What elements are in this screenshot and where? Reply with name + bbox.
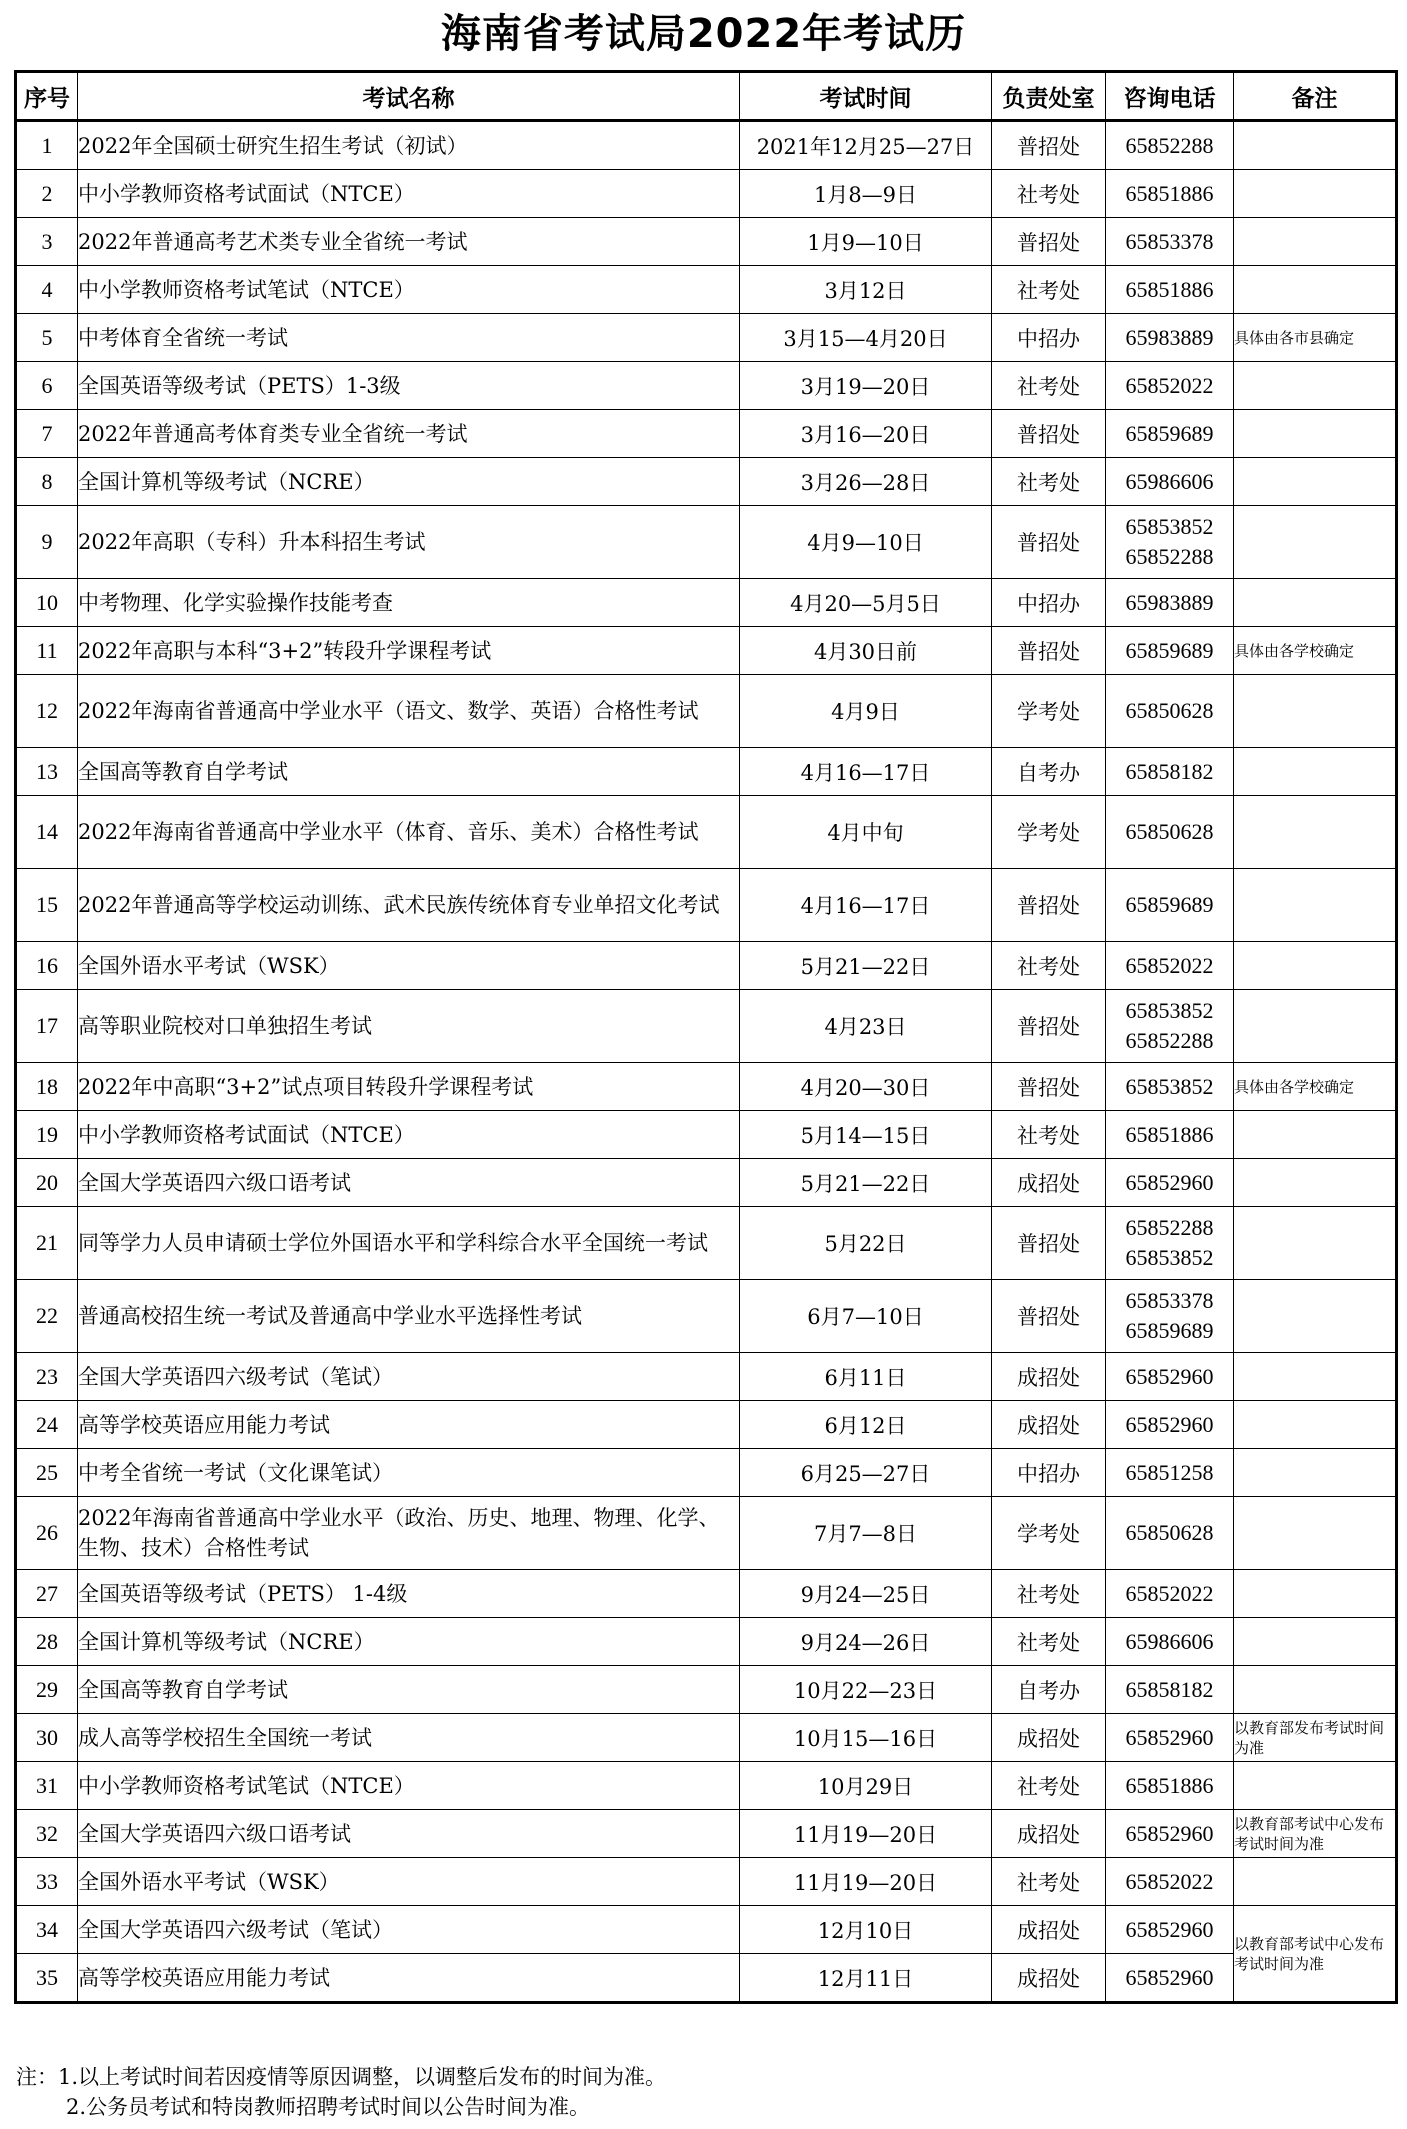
remark	[1234, 170, 1397, 218]
contact-phone	[1106, 675, 1234, 748]
table-row	[16, 218, 1397, 266]
phone-number: 65986606	[1125, 468, 1214, 494]
phone-number: 65853378	[1125, 228, 1214, 254]
exam-time: 3月16—20日	[740, 410, 992, 458]
contact-phone	[1106, 1858, 1234, 1906]
row-number: 14	[16, 796, 78, 869]
row-number: 1	[16, 121, 78, 170]
phone-number: 65852960	[1125, 1363, 1214, 1389]
responsible-dept: 普招处	[992, 627, 1106, 675]
exam-time: 4月中旬	[740, 796, 992, 869]
responsible-dept: 社考处	[992, 942, 1106, 990]
remark	[1234, 579, 1397, 627]
footnote-line-1: 注：1.以上考试时间若因疫情等原因调整，以调整后发布的时间为准。	[16, 2065, 667, 2089]
header-dept: 负责处室	[992, 72, 1106, 121]
exam-time: 11月19—20日	[740, 1810, 992, 1858]
row-number: 18	[16, 1063, 78, 1111]
exam-name: 中小学教师资格考试面试（NTCE）	[78, 170, 740, 218]
remark	[1234, 796, 1397, 869]
contact-phone	[1106, 796, 1234, 869]
table-row	[16, 675, 1397, 748]
phone-number: 65852960	[1125, 1724, 1214, 1750]
contact-phone	[1106, 1570, 1234, 1618]
table-row	[16, 314, 1397, 362]
exam-name: 全国外语水平考试（WSK）	[78, 1858, 740, 1906]
row-number: 5	[16, 314, 78, 362]
exam-time: 12月10日	[740, 1906, 992, 1954]
remark	[1234, 506, 1397, 579]
responsible-dept: 社考处	[992, 1762, 1106, 1810]
exam-name: 全国计算机等级考试（NCRE）	[78, 458, 740, 506]
responsible-dept: 成招处	[992, 1810, 1106, 1858]
phone-number: 65858182	[1125, 1676, 1214, 1702]
responsible-dept: 普招处	[992, 1207, 1106, 1280]
exam-name: 2022年中高职“3+2”试点项目转段升学课程考试	[78, 1063, 740, 1111]
table-row	[16, 1353, 1397, 1401]
exam-time: 4月16—17日	[740, 869, 992, 942]
responsible-dept: 中招办	[992, 314, 1106, 362]
remark	[1234, 1762, 1397, 1810]
row-number: 11	[16, 627, 78, 675]
remark	[1234, 1159, 1397, 1207]
phone-number: 65859689	[1125, 892, 1214, 917]
table-row	[16, 1401, 1397, 1449]
table-row	[16, 1954, 1397, 2003]
row-number: 3	[16, 218, 78, 266]
contact-phone	[1106, 627, 1234, 675]
exam-time: 3月15—4月20日	[740, 314, 992, 362]
remark	[1234, 266, 1397, 314]
row-number: 9	[16, 506, 78, 579]
row-number: 2	[16, 170, 78, 218]
remark	[1234, 121, 1397, 170]
phone-number: 65853852	[1125, 1073, 1214, 1099]
footnote	[16, 2062, 1396, 2122]
table-row	[16, 579, 1397, 627]
row-number: 27	[16, 1570, 78, 1618]
responsible-dept: 普招处	[992, 218, 1106, 266]
row-number: 15	[16, 869, 78, 942]
row-number: 13	[16, 748, 78, 796]
remark	[1234, 869, 1397, 942]
phone-number: 65850628	[1125, 1520, 1214, 1545]
exam-time: 4月23日	[740, 990, 992, 1063]
contact-phone	[1106, 506, 1234, 579]
phone-number: 65853852	[1125, 998, 1214, 1023]
table-row	[16, 1159, 1397, 1207]
contact-phone	[1106, 1207, 1234, 1280]
phone-number: 65851258	[1125, 1459, 1214, 1485]
phone-number: 65850628	[1125, 819, 1214, 844]
contact-phone	[1106, 1063, 1234, 1111]
remark	[1234, 218, 1397, 266]
table-row	[16, 990, 1397, 1063]
table-row	[16, 1810, 1397, 1858]
remark	[1234, 1858, 1397, 1906]
exam-name: 2022年普通高考艺术类专业全省统一考试	[78, 218, 740, 266]
contact-phone	[1106, 1159, 1234, 1207]
remark	[1234, 748, 1397, 796]
phone-number: 65852960	[1125, 1916, 1214, 1942]
contact-phone	[1106, 314, 1234, 362]
exam-time: 2021年12月25—27日	[740, 121, 992, 170]
exam-name: 同等学力人员申请硕士学位外国语水平和学科综合水平全国统一考试	[78, 1207, 740, 1280]
phone-number: 65983889	[1125, 324, 1214, 350]
remark	[1234, 410, 1397, 458]
exam-name: 2022年海南省普通高中学业水平（语文、数学、英语）合格性考试	[78, 675, 740, 748]
phone-number: 65853378	[1125, 1288, 1214, 1313]
responsible-dept: 成招处	[992, 1401, 1106, 1449]
exam-name: 全国高等教育自学考试	[78, 748, 740, 796]
contact-phone	[1106, 218, 1234, 266]
table-row	[16, 1858, 1397, 1906]
phone-number: 65851886	[1125, 180, 1214, 206]
table-row	[16, 266, 1397, 314]
remark	[1234, 990, 1397, 1063]
exam-name: 全国大学英语四六级口语考试	[78, 1159, 740, 1207]
remark: 具体由各市县确定	[1234, 314, 1397, 362]
contact-phone	[1106, 1449, 1234, 1497]
table-row	[16, 410, 1397, 458]
table-row	[16, 1111, 1397, 1159]
footnote-line-2: 2.公务员考试和特岗教师招聘考试时间以公告时间为准。	[66, 2095, 591, 2119]
contact-phone	[1106, 458, 1234, 506]
contact-phone	[1106, 579, 1234, 627]
phone-number: 65859689	[1125, 1318, 1214, 1343]
table-row	[16, 170, 1397, 218]
remark	[1234, 1449, 1397, 1497]
exam-name: 中考物理、化学实验操作技能考查	[78, 579, 740, 627]
row-number: 12	[16, 675, 78, 748]
responsible-dept: 普招处	[992, 1063, 1106, 1111]
table-row	[16, 1906, 1397, 1954]
responsible-dept: 社考处	[992, 1570, 1106, 1618]
contact-phone	[1106, 362, 1234, 410]
row-number: 33	[16, 1858, 78, 1906]
row-number: 23	[16, 1353, 78, 1401]
exam-name: 2022年高职与本科“3+2”转段升学课程考试	[78, 627, 740, 675]
row-number: 29	[16, 1666, 78, 1714]
exam-name: 全国外语水平考试（WSK）	[78, 942, 740, 990]
remark: 以教育部发布考试时间为准	[1234, 1714, 1397, 1762]
exam-name: 2022年全国硕士研究生招生考试（初试）	[78, 121, 740, 170]
row-number: 28	[16, 1618, 78, 1666]
remark	[1234, 1280, 1397, 1353]
exam-name: 2022年普通高考体育类专业全省统一考试	[78, 410, 740, 458]
contact-phone	[1106, 1906, 1234, 1954]
responsible-dept: 中招办	[992, 1449, 1106, 1497]
row-number: 7	[16, 410, 78, 458]
row-number: 26	[16, 1497, 78, 1570]
table-row	[16, 869, 1397, 942]
row-number: 19	[16, 1111, 78, 1159]
contact-phone	[1106, 1666, 1234, 1714]
phone-number: 65852288	[1125, 132, 1214, 158]
table-row	[16, 748, 1397, 796]
exam-name: 全国高等教育自学考试	[78, 1666, 740, 1714]
row-number: 32	[16, 1810, 78, 1858]
responsible-dept: 成招处	[992, 1353, 1106, 1401]
contact-phone	[1106, 410, 1234, 458]
contact-phone	[1106, 990, 1234, 1063]
exam-time: 7月7—8日	[740, 1497, 992, 1570]
exam-name: 中小学教师资格考试面试（NTCE）	[78, 1111, 740, 1159]
phone-number: 65852960	[1125, 1820, 1214, 1846]
remark	[1234, 942, 1397, 990]
phone-number: 65851886	[1125, 1121, 1214, 1147]
exam-time: 11月19—20日	[740, 1858, 992, 1906]
row-number: 10	[16, 579, 78, 627]
exam-time: 3月26—28日	[740, 458, 992, 506]
exam-time: 5月22日	[740, 1207, 992, 1280]
table-header-row	[16, 72, 1397, 121]
row-number: 8	[16, 458, 78, 506]
exam-name: 全国英语等级考试（PETS）1-3级	[78, 362, 740, 410]
exam-time: 6月11日	[740, 1353, 992, 1401]
row-number: 20	[16, 1159, 78, 1207]
contact-phone	[1106, 121, 1234, 170]
contact-phone	[1106, 1954, 1234, 2003]
table-row	[16, 1280, 1397, 1353]
table-body	[16, 121, 1397, 2003]
exam-time: 6月7—10日	[740, 1280, 992, 1353]
remark: 以教育部考试中心发布考试时间为准	[1234, 1810, 1397, 1858]
table-row	[16, 506, 1397, 579]
contact-phone	[1106, 266, 1234, 314]
remark	[1234, 458, 1397, 506]
contact-phone	[1106, 869, 1234, 942]
responsible-dept: 普招处	[992, 506, 1106, 579]
phone-number: 65852022	[1125, 1580, 1214, 1606]
row-number: 22	[16, 1280, 78, 1353]
exam-time: 12月11日	[740, 1954, 992, 2003]
header-note: 备注	[1234, 72, 1397, 121]
exam-name: 全国大学英语四六级考试（笔试）	[78, 1906, 740, 1954]
header-name: 考试名称	[78, 72, 740, 121]
row-number: 17	[16, 990, 78, 1063]
exam-time: 1月9—10日	[740, 218, 992, 266]
row-number: 21	[16, 1207, 78, 1280]
table-row	[16, 1714, 1397, 1762]
contact-phone	[1106, 1111, 1234, 1159]
phone-number: 65852960	[1125, 1169, 1214, 1195]
exam-name: 高等职业院校对口单独招生考试	[78, 990, 740, 1063]
responsible-dept: 社考处	[992, 170, 1106, 218]
contact-phone	[1106, 942, 1234, 990]
exam-name: 2022年海南省普通高中学业水平（体育、音乐、美术）合格性考试	[78, 796, 740, 869]
phone-number: 65859689	[1125, 637, 1214, 663]
remark	[1234, 675, 1397, 748]
exam-name: 中小学教师资格考试笔试（NTCE）	[78, 266, 740, 314]
responsible-dept: 普招处	[992, 121, 1106, 170]
remark	[1234, 1111, 1397, 1159]
exam-time: 4月9日	[740, 675, 992, 748]
exam-time: 4月30日前	[740, 627, 992, 675]
table-row	[16, 1497, 1397, 1570]
responsible-dept: 社考处	[992, 1618, 1106, 1666]
responsible-dept: 中招办	[992, 579, 1106, 627]
table-row	[16, 627, 1397, 675]
phone-number: 65852022	[1125, 372, 1214, 398]
row-number: 24	[16, 1401, 78, 1449]
phone-number: 65852960	[1125, 1411, 1214, 1437]
remark	[1234, 362, 1397, 410]
exam-time: 5月14—15日	[740, 1111, 992, 1159]
phone-number: 65852960	[1125, 1964, 1214, 1990]
exam-name: 2022年普通高等学校运动训练、武术民族传统体育专业单招文化考试	[78, 869, 740, 942]
row-number: 30	[16, 1714, 78, 1762]
contact-phone	[1106, 1280, 1234, 1353]
table-row	[16, 121, 1397, 170]
exam-name: 中考体育全省统一考试	[78, 314, 740, 362]
row-number: 25	[16, 1449, 78, 1497]
remark	[1234, 1401, 1397, 1449]
exam-time: 5月21—22日	[740, 1159, 992, 1207]
exam-name: 全国大学英语四六级考试（笔试）	[78, 1353, 740, 1401]
table-row	[16, 1207, 1397, 1280]
exam-name: 成人高等学校招生全国统一考试	[78, 1714, 740, 1762]
exam-name: 全国英语等级考试（PETS） 1-4级	[78, 1570, 740, 1618]
responsible-dept: 成招处	[992, 1714, 1106, 1762]
remark	[1234, 1353, 1397, 1401]
responsible-dept: 自考办	[992, 748, 1106, 796]
responsible-dept: 普招处	[992, 1280, 1106, 1353]
contact-phone	[1106, 170, 1234, 218]
table-row	[16, 1449, 1397, 1497]
exam-name: 中考全省统一考试（文化课笔试）	[78, 1449, 740, 1497]
exam-time: 3月19—20日	[740, 362, 992, 410]
row-number: 31	[16, 1762, 78, 1810]
exam-time: 10月15—16日	[740, 1714, 992, 1762]
responsible-dept: 普招处	[992, 990, 1106, 1063]
row-number: 4	[16, 266, 78, 314]
exam-time: 9月24—25日	[740, 1570, 992, 1618]
table-row	[16, 942, 1397, 990]
responsible-dept: 社考处	[992, 362, 1106, 410]
table-row	[16, 1570, 1397, 1618]
remark	[1234, 1497, 1397, 1570]
row-number: 35	[16, 1954, 78, 2003]
exam-time: 6月25—27日	[740, 1449, 992, 1497]
table-row	[16, 796, 1397, 869]
responsible-dept: 学考处	[992, 1497, 1106, 1570]
remark	[1234, 1207, 1397, 1280]
exam-name: 2022年高职（专科）升本科招生考试	[78, 506, 740, 579]
remark-merged: 以教育部考试中心发布考试时间为准	[1234, 1906, 1397, 2003]
responsible-dept: 成招处	[992, 1159, 1106, 1207]
phone-number: 65852022	[1125, 1868, 1214, 1894]
exam-time: 4月20—30日	[740, 1063, 992, 1111]
contact-phone	[1106, 1762, 1234, 1810]
responsible-dept: 成招处	[992, 1954, 1106, 2003]
table-row	[16, 1618, 1397, 1666]
phone-number: 65850628	[1125, 698, 1214, 723]
phone-number: 65852288	[1125, 1028, 1214, 1053]
phone-number: 65852022	[1125, 952, 1214, 978]
contact-phone	[1106, 1810, 1234, 1858]
contact-phone	[1106, 1714, 1234, 1762]
responsible-dept: 普招处	[992, 410, 1106, 458]
contact-phone	[1106, 1618, 1234, 1666]
exam-name: 高等学校英语应用能力考试	[78, 1954, 740, 2003]
remark	[1234, 1570, 1397, 1618]
responsible-dept: 学考处	[992, 675, 1106, 748]
remark: 具体由各学校确定	[1234, 1063, 1397, 1111]
exam-name: 中小学教师资格考试笔试（NTCE）	[78, 1762, 740, 1810]
exam-time: 4月9—10日	[740, 506, 992, 579]
phone-number: 65859689	[1125, 420, 1214, 446]
phone-number: 65983889	[1125, 589, 1214, 615]
responsible-dept: 社考处	[992, 458, 1106, 506]
exam-time: 4月16—17日	[740, 748, 992, 796]
phone-number: 65852288	[1125, 1215, 1214, 1240]
responsible-dept: 学考处	[992, 796, 1106, 869]
table-row	[16, 458, 1397, 506]
contact-phone	[1106, 748, 1234, 796]
exam-name: 全国大学英语四六级口语考试	[78, 1810, 740, 1858]
exam-time: 9月24—26日	[740, 1618, 992, 1666]
exam-time: 10月22—23日	[740, 1666, 992, 1714]
row-number: 16	[16, 942, 78, 990]
contact-phone	[1106, 1401, 1234, 1449]
remark	[1234, 1666, 1397, 1714]
remark	[1234, 1618, 1397, 1666]
responsible-dept: 社考处	[992, 266, 1106, 314]
header-time: 考试时间	[740, 72, 992, 121]
exam-name: 2022年海南省普通高中学业水平（政治、历史、地理、物理、化学、生物、技术）合格性考试	[78, 1497, 740, 1570]
responsible-dept: 自考办	[992, 1666, 1106, 1714]
phone-number: 65986606	[1125, 1628, 1214, 1654]
exam-name: 普通高校招生统一考试及普通高中学业水平选择性考试	[78, 1280, 740, 1353]
header-tel: 咨询电话	[1106, 72, 1234, 121]
row-number: 6	[16, 362, 78, 410]
exam-time: 4月20—5月5日	[740, 579, 992, 627]
responsible-dept: 社考处	[992, 1111, 1106, 1159]
table-row	[16, 1063, 1397, 1111]
phone-number: 65851886	[1125, 1772, 1214, 1798]
exam-time: 3月12日	[740, 266, 992, 314]
exam-time: 1月8—9日	[740, 170, 992, 218]
responsible-dept: 社考处	[992, 1858, 1106, 1906]
phone-number: 65858182	[1125, 758, 1214, 784]
exam-time: 6月12日	[740, 1401, 992, 1449]
exam-name: 高等学校英语应用能力考试	[78, 1401, 740, 1449]
contact-phone	[1106, 1497, 1234, 1570]
header-no: 序号	[16, 72, 78, 121]
exam-calendar-table	[14, 70, 1398, 2004]
remark: 具体由各学校确定	[1234, 627, 1397, 675]
page-title: 海南省考试局2022年考试历	[440, 11, 967, 57]
contact-phone	[1106, 1353, 1234, 1401]
responsible-dept: 普招处	[992, 869, 1106, 942]
row-number: 34	[16, 1906, 78, 1954]
responsible-dept: 成招处	[992, 1906, 1106, 1954]
table-row	[16, 1666, 1397, 1714]
table-row	[16, 1762, 1397, 1810]
phone-number: 65853852	[1125, 514, 1214, 539]
phone-number: 65853852	[1125, 1245, 1214, 1270]
exam-time: 10月29日	[740, 1762, 992, 1810]
phone-number: 65851886	[1125, 276, 1214, 302]
phone-number: 65852288	[1125, 544, 1214, 569]
exam-name: 全国计算机等级考试（NCRE）	[78, 1618, 740, 1666]
exam-time: 5月21—22日	[740, 942, 992, 990]
table-row	[16, 362, 1397, 410]
